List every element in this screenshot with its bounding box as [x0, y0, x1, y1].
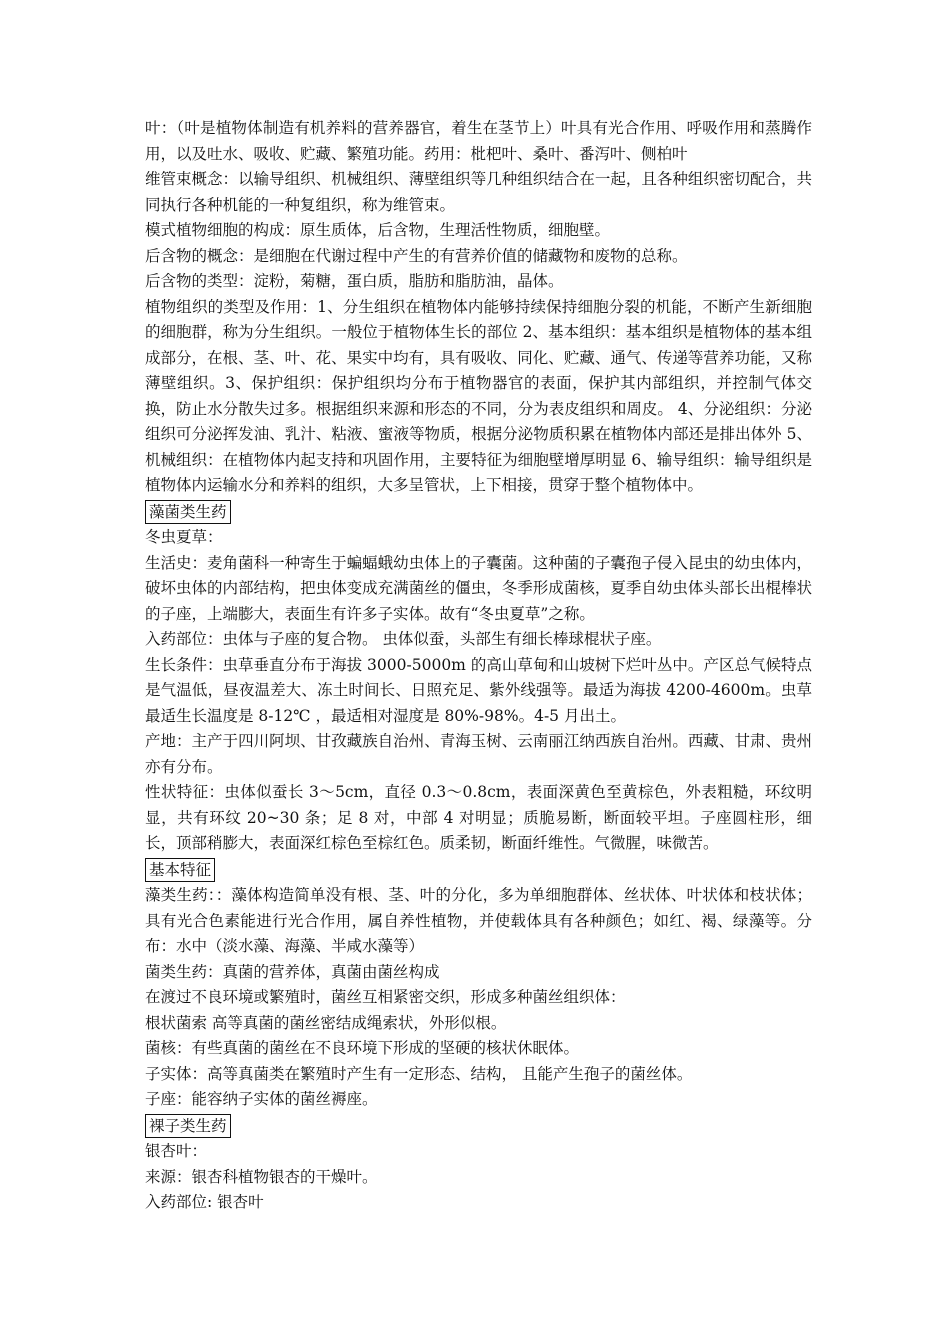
paragraph-tissue-types: 植物组织的类型及作用：1、分生组织在植物体内能够持续保持细胞分裂的机能，不断产生新细胞的细胞群，称为分生组织。一般位于植物体生长的部位 2、基本组织：基本组织是植物体的基本组成部分，在根、茎、叶、花、果实中均有，具有吸收、同化、贮藏、通气、传递等营养功能，又称薄壁组织。3、保护组织：保护组织均分布于植物器官的表面，保护其内部组织，并控制气体交换，防止水分散失过多。根据组织来源和形态的不同，分为表皮组织和周皮。 4、分泌组织：分泌组织可分泌挥发油、乳汁、粘液、蜜液等物质，根据分泌物质积累在植物体内部还是排出体外 5、机械组织：在植物体内起支持和巩固作用，主要特征为细胞壁增厚明显 6、输导组织：输导组织是植物体内运输水分和养料的组织，大多呈管状，上下相接，贯穿于整个植物体中。: [145, 297, 812, 494]
paragraph-characteristics: 性状特征：虫体似蚕长 3～5cm，直径 0.3～0.8cm，表面深黄色至黄棕色，外表粗糙，环纹明显，共有环纹 20~30 条；足 8 对，中部 4 对明显；质脆易断，断面较平坦。子座圆柱形，细长，顶部稍膨大，表面深红棕色至棕红色。质柔韧，断面纤维性。气微腥，味微苦。: [145, 783, 812, 852]
paragraph-ginkgo-title: 银杏叶：: [145, 1142, 208, 1160]
paragraph-algae-drugs: 藻类生药：：藻体构造简单没有根、茎、叶的分化，多为单细胞群体、丝状体、叶状体和枝状体；具有光合色素能进行光合作用，属自养性植物，并使载体具有各种颜色；如红、褐、绿藻等。分布：水中（淡水藻、海藻、半咸水藻等）: [145, 886, 812, 955]
paragraph-cell-structure: 模式植物细胞的构成：原生质体，后含物，生理活性物质，细胞壁。: [145, 221, 611, 239]
paragraph-hyphal-tissue: 在渡过不良环境或繁殖时，菌丝互相紧密交织，形成多种菌丝组织体：: [145, 988, 626, 1006]
paragraph-ergastic-types: 后含物的类型：淀粉，菊糖，蛋白质，脂肪和脂肪油，晶体。: [145, 272, 564, 290]
paragraph-cordyceps-title: 冬虫夏草：: [145, 528, 223, 546]
paragraph-ginkgo-source: 来源：银杏科植物银杏的干燥叶。: [145, 1167, 378, 1186]
section-heading-algae-fungi: [145, 499, 812, 526]
paragraph-ergastic-definition: 后含物的概念：是细胞在代谢过程中产生的有营养价值的储藏物和废物的总称。: [145, 246, 688, 265]
paragraph-vascular-bundle: 维管束概念：以输导组织、机械组织、薄壁组织等几种组织结合在一起，且各种组织密切配合，共同执行各种机能的一种复组织，称为维管束。: [145, 170, 812, 214]
heading-box: 裸子类生药: [145, 1114, 231, 1138]
paragraph-leaf: 叶：（叶是植物体制造有机养料的营养器官，着生在茎节上）叶具有光合作用、呼吸作用和蒸腾作用，以及吐水、吸收、贮藏、繁殖功能。药用：枇杷叶、桑叶、番泻叶、侧柏叶: [145, 119, 812, 163]
document-body: [145, 116, 812, 1216]
section-heading-basic-features: [145, 857, 812, 884]
paragraph-fruiting-body: 子实体：高等真菌类在繁殖时产生有一定形态、结构， 且能产生孢子的菌丝体。: [145, 1064, 693, 1083]
section-heading-gymnosperms: [145, 1113, 812, 1140]
heading-box: 基本特征: [145, 858, 215, 882]
paragraph-rhizomorph: 根状菌索 高等真菌的菌丝密结成绳索状，外形似根。: [145, 1013, 507, 1032]
paragraph-origin: 产地：主产于四川阿坝、甘孜藏族自治州、青海玉树、云南丽江纳西族自治州。西藏、甘肃、贵州亦有分布。: [145, 732, 812, 776]
paragraph-life-history: 生活史：麦角菌科一种寄生于蝙蝠蛾幼虫体上的子囊菌。这种菌的子囊孢子侵入昆虫的幼虫体内，破坏虫体的内部结构，把虫体变成充满菌丝的僵虫，冬季形成菌核，夏季自幼虫体头部长出棍棒状的子座，上端膨大，表面生有许多子实体。故有“冬虫夏草”之称。: [145, 553, 812, 623]
paragraph-sclerotium: 菌核：有些真菌的菌丝在不良环境下形成的坚硬的核状休眠体。: [145, 1039, 580, 1057]
paragraph-stroma: 子座：能容纳子实体的菌丝褥座。: [145, 1090, 378, 1108]
paragraph-growth-conditions: 生长条件：虫草垂直分布于海拔 3000-5000m 的高山草甸和山坡树下烂叶丛中。产区总气候特点是气温低，昼夜温差大、冻土时间长、日照充足、紫外线强等。最适为海拔 4200-4600m。虫草最适生长温度是 8-12℃ ，最适相对湿度是 80%-98%。4-5 月出土。: [145, 655, 812, 725]
paragraph-fungi-drugs: 菌类生药：真菌的营养体，真菌由菌丝构成: [145, 962, 440, 981]
paragraph-medicinal-part: 入药部位：虫体与子座的复合物。 虫体似蚕，头部生有细长棒球棍状子座。: [145, 630, 662, 648]
paragraph-ginkgo-part: 入药部位: 银杏叶: [145, 1193, 264, 1211]
heading-box: 藻菌类生药: [145, 500, 231, 524]
